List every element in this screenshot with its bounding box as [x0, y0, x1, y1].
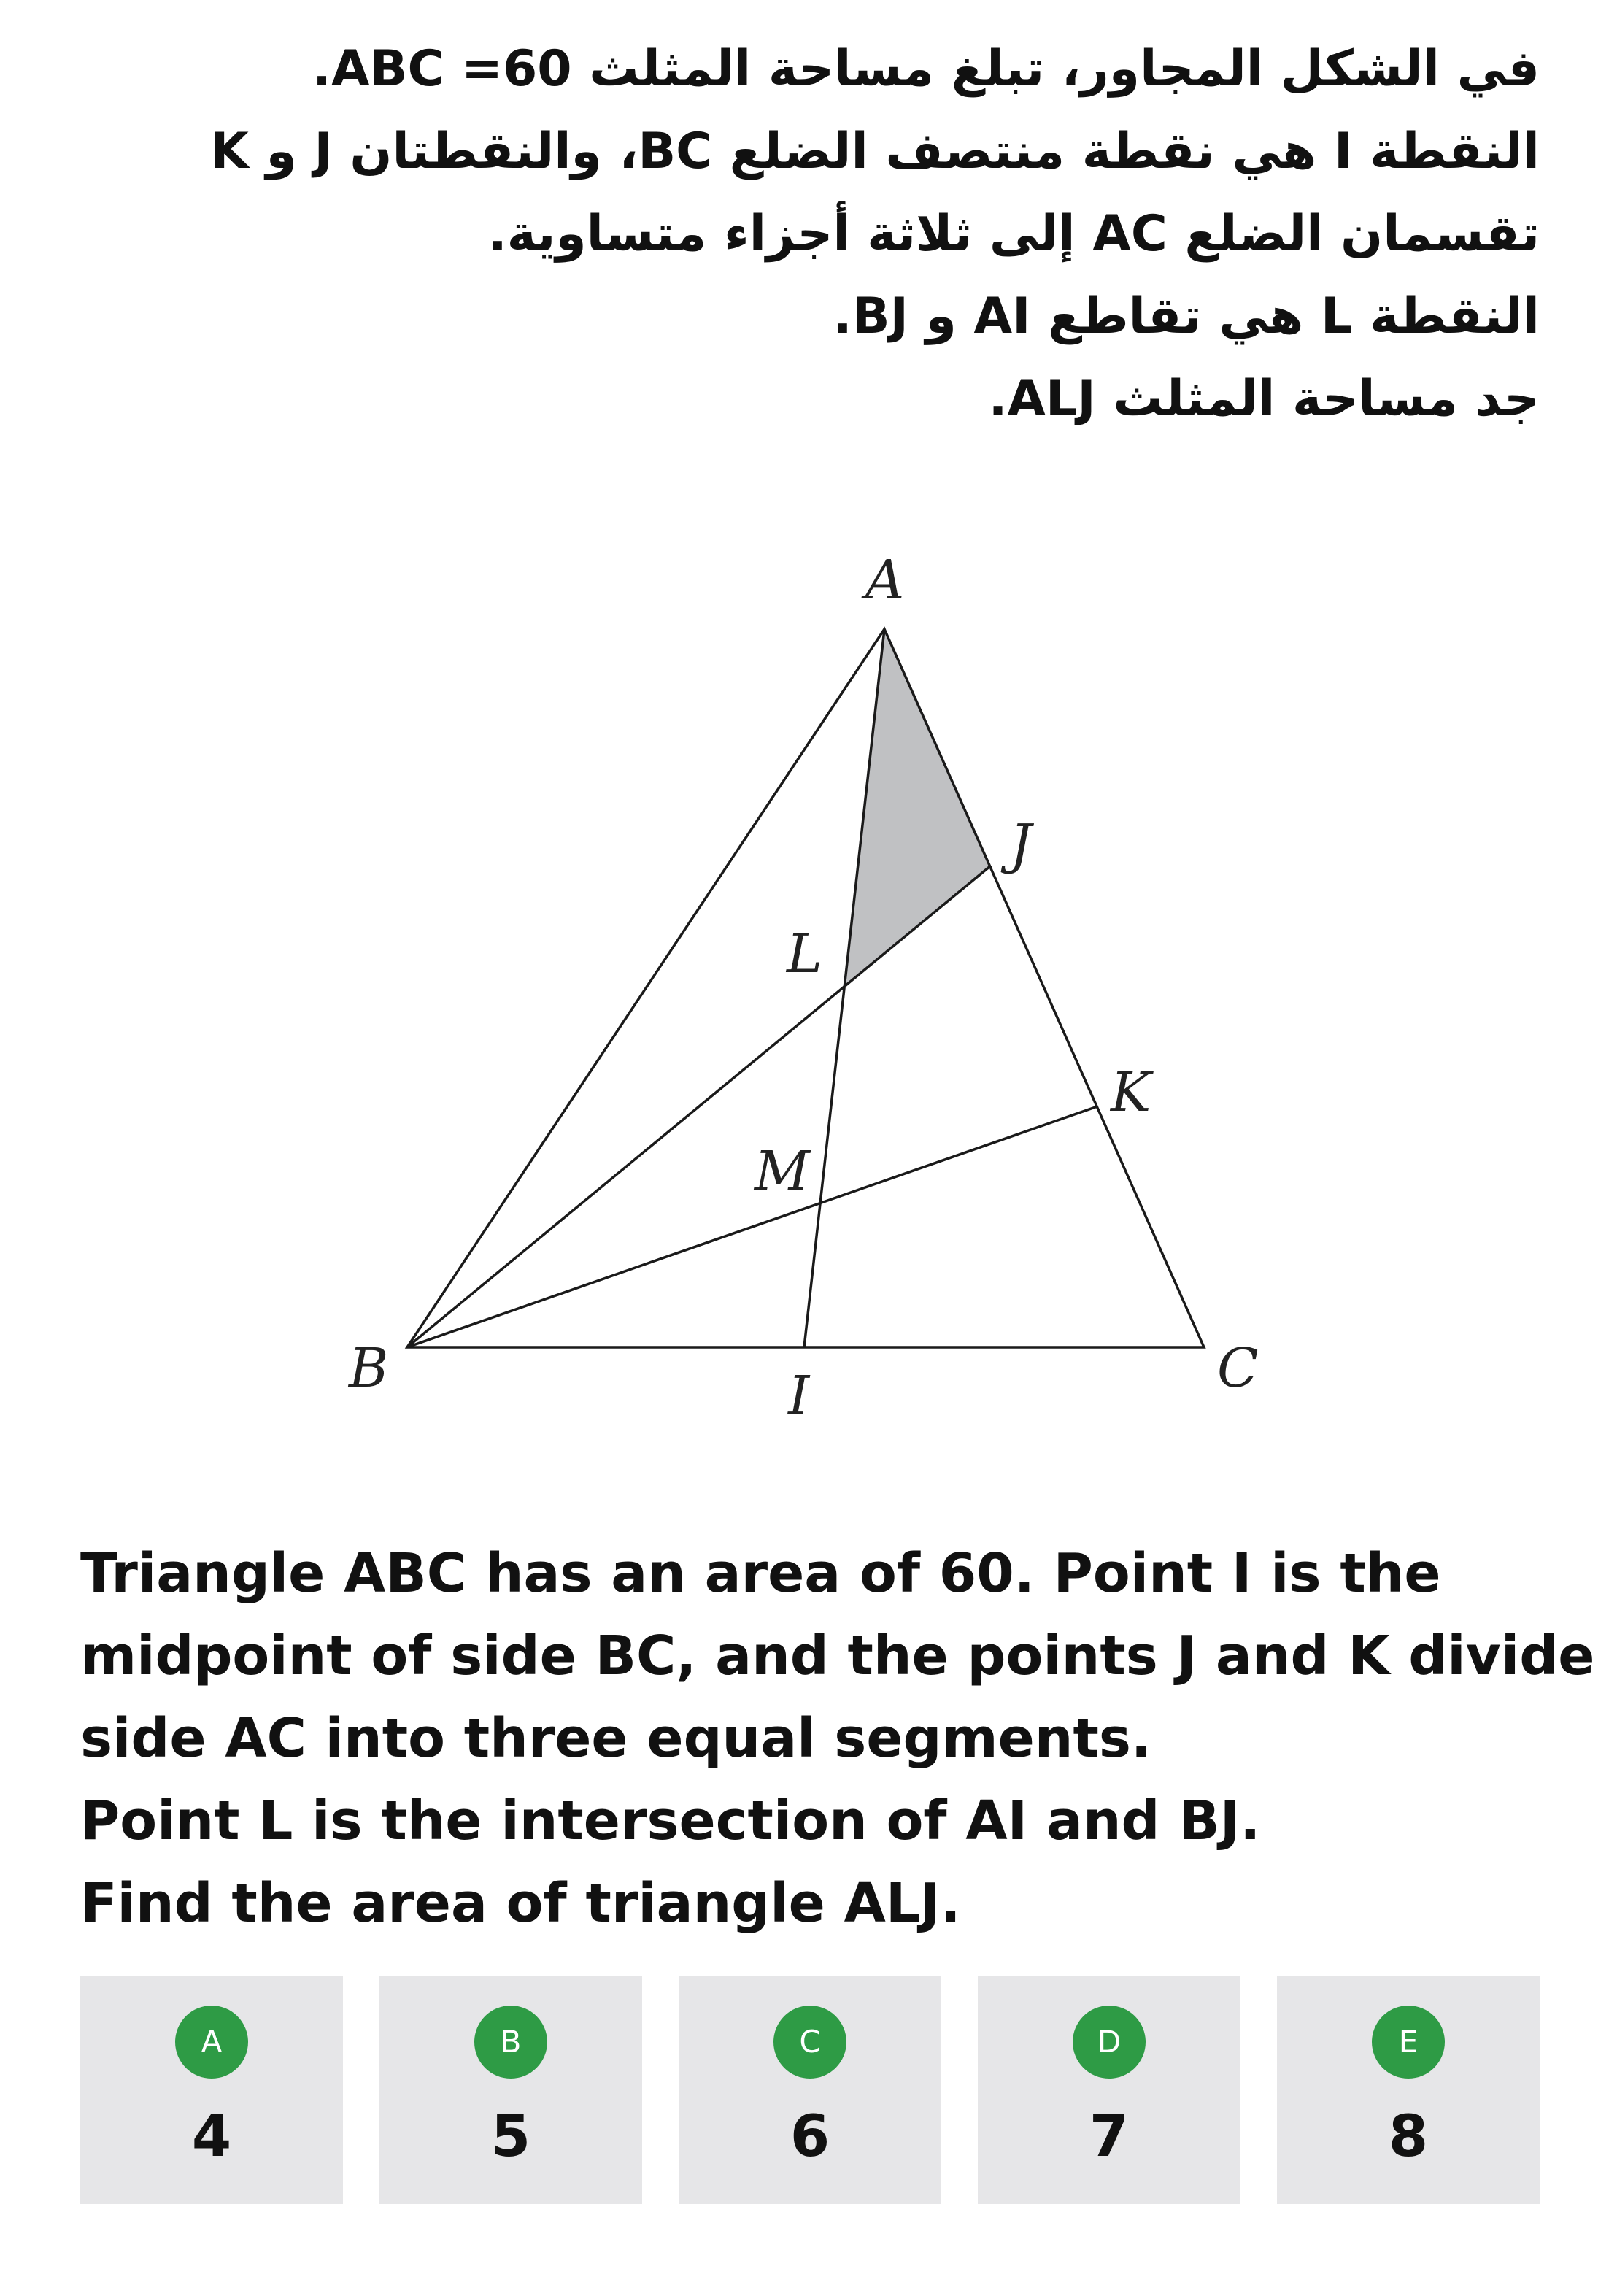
segment-bj: [407, 866, 991, 1347]
question-english-line-3: side AC into three equal segments.: [80, 1707, 1152, 1770]
answer-choices: [80, 1976, 1541, 2204]
choice-c-value: 6: [790, 2104, 830, 2170]
label-l: L: [787, 922, 823, 985]
choice-b-value: 5: [490, 2104, 531, 2170]
choice-d-letter: D: [1073, 2006, 1146, 2079]
choice-a[interactable]: [80, 1976, 343, 2204]
triangle-diagram: [321, 540, 1299, 1474]
label-j: J: [1010, 813, 1032, 876]
question-arabic-line-4: النقطة L هي تقاطع AI و BJ.: [833, 288, 1540, 345]
choice-c[interactable]: [679, 1976, 941, 2204]
question-arabic-line-2: النقطة I هي نقطة منتصف الضلع BC، والنقطتان J و K: [210, 123, 1540, 180]
question-english-line-2: midpoint of side BC, and the points J and K divide: [80, 1625, 1595, 1687]
question-english-line-4: Point L is the intersection of AI and BJ.: [80, 1790, 1261, 1852]
question-arabic: [88, 28, 1540, 440]
choice-c-letter: C: [773, 2006, 846, 2079]
question-english-line-5: Find the area of triangle ALJ.: [80, 1872, 961, 1935]
label-m: M: [755, 1140, 810, 1203]
shaded-triangle-alj: [845, 629, 991, 985]
label-k: K: [1111, 1061, 1151, 1124]
label-a: A: [865, 549, 905, 612]
choice-d[interactable]: [978, 1976, 1240, 2204]
label-b: B: [349, 1337, 389, 1400]
choice-a-value: 4: [191, 2104, 232, 2170]
question-english: [80, 1533, 1595, 1945]
choice-a-letter: A: [175, 2006, 248, 2079]
choice-d-value: 7: [1089, 2104, 1130, 2170]
label-c: C: [1217, 1337, 1259, 1400]
triangle-figure: [321, 540, 1299, 1474]
question-arabic-line-1: في الشكل المجاور، تبلغ مساحة المثلث ABC =60.: [312, 40, 1540, 98]
question-english-line-1: Triangle ABC has an area of 60. Point I is the: [80, 1542, 1441, 1605]
choice-e-letter: E: [1372, 2006, 1445, 2079]
choice-b-letter: B: [474, 2006, 547, 2079]
choice-e-value: 8: [1388, 2104, 1429, 2170]
label-i: I: [788, 1365, 810, 1428]
choice-e[interactable]: [1277, 1976, 1540, 2204]
segment-bk: [407, 1106, 1097, 1347]
question-arabic-line-3: تقسمان الضلع AC إلى ثلاثة أجزاء متساوية.: [487, 205, 1540, 263]
choice-b[interactable]: [379, 1976, 642, 2204]
question-arabic-line-5: جد مساحة المثلث ALJ.: [988, 370, 1540, 428]
triangle-abc: [407, 629, 1204, 1347]
